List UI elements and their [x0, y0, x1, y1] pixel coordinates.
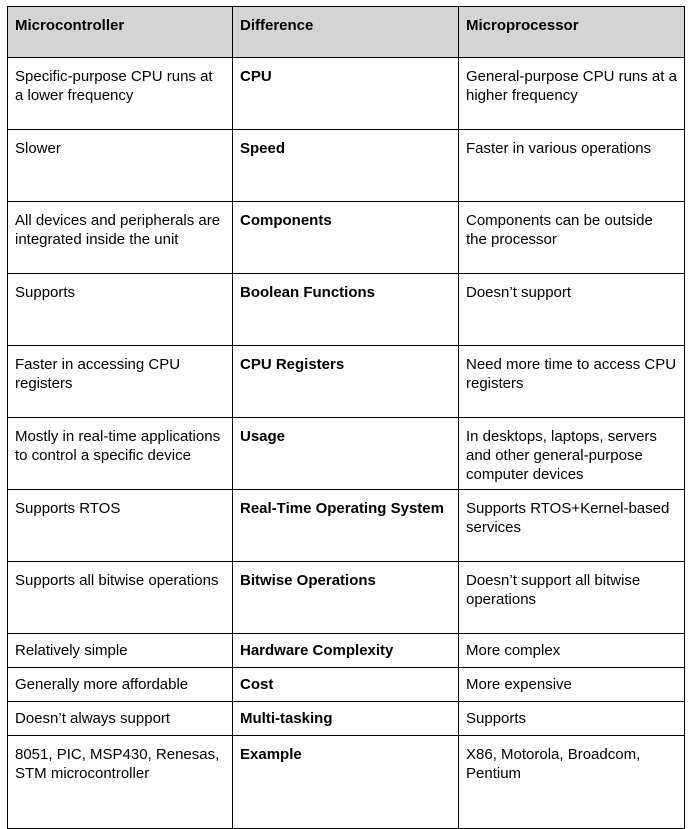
microprocessor-cell: More expensive — [459, 668, 685, 702]
table-row — [8, 418, 685, 490]
microprocessor-cell: Doesn’t support all bitwise operations — [459, 562, 685, 634]
table-row — [8, 346, 685, 418]
microcontroller-cell: 8051, PIC, MSP430, Renesas, STM microcontroller — [8, 736, 233, 829]
microcontroller-cell: Specific-purpose CPU runs at a lower frequency — [8, 58, 233, 130]
microprocessor-cell: Faster in various operations — [459, 130, 685, 202]
table-row — [8, 58, 685, 130]
microcontroller-cell: Slower — [8, 130, 233, 202]
microcontroller-cell: Doesn’t always support — [8, 702, 233, 736]
difference-cell: Real-Time Operating System — [233, 490, 459, 562]
microprocessor-cell: More complex — [459, 634, 685, 668]
header-microcontroller: Microcontroller — [8, 7, 233, 58]
difference-cell: Usage — [233, 418, 459, 490]
microcontroller-cell: Faster in accessing CPU registers — [8, 346, 233, 418]
header-microprocessor: Microprocessor — [459, 7, 685, 58]
table-row — [8, 736, 685, 829]
microprocessor-cell: In desktops, laptops, servers and other general-purpose computer devices — [459, 418, 685, 490]
difference-cell: Hardware Complexity — [233, 634, 459, 668]
microcontroller-cell: Generally more affordable — [8, 668, 233, 702]
difference-cell: Example — [233, 736, 459, 829]
table-row — [8, 702, 685, 736]
table-row — [8, 634, 685, 668]
difference-cell: Boolean Functions — [233, 274, 459, 346]
table-row — [8, 274, 685, 346]
difference-cell: Cost — [233, 668, 459, 702]
microprocessor-cell: General-purpose CPU runs at a higher frequency — [459, 58, 685, 130]
header-row — [8, 7, 685, 58]
difference-cell: CPU Registers — [233, 346, 459, 418]
microcontroller-cell: All devices and peripherals are integrated inside the unit — [8, 202, 233, 274]
table-row — [8, 202, 685, 274]
table-row — [8, 562, 685, 634]
microprocessor-cell: X86, Motorola, Broadcom, Pentium — [459, 736, 685, 829]
difference-cell: Components — [233, 202, 459, 274]
microcontroller-cell: Supports RTOS — [8, 490, 233, 562]
table-row — [8, 490, 685, 562]
microcontroller-cell: Supports all bitwise operations — [8, 562, 233, 634]
microcontroller-cell: Mostly in real-time applications to control a specific device — [8, 418, 233, 490]
table-row — [8, 130, 685, 202]
table-row — [8, 668, 685, 702]
difference-cell: CPU — [233, 58, 459, 130]
microprocessor-cell: Supports RTOS+Kernel-based services — [459, 490, 685, 562]
difference-cell: Speed — [233, 130, 459, 202]
difference-cell: Multi-tasking — [233, 702, 459, 736]
microprocessor-cell: Components can be outside the processor — [459, 202, 685, 274]
microprocessor-cell: Need more time to access CPU registers — [459, 346, 685, 418]
comparison-table — [7, 6, 685, 829]
microcontroller-cell: Relatively simple — [8, 634, 233, 668]
header-difference: Difference — [233, 7, 459, 58]
microprocessor-cell: Doesn’t support — [459, 274, 685, 346]
microprocessor-cell: Supports — [459, 702, 685, 736]
microcontroller-cell: Supports — [8, 274, 233, 346]
difference-cell: Bitwise Operations — [233, 562, 459, 634]
